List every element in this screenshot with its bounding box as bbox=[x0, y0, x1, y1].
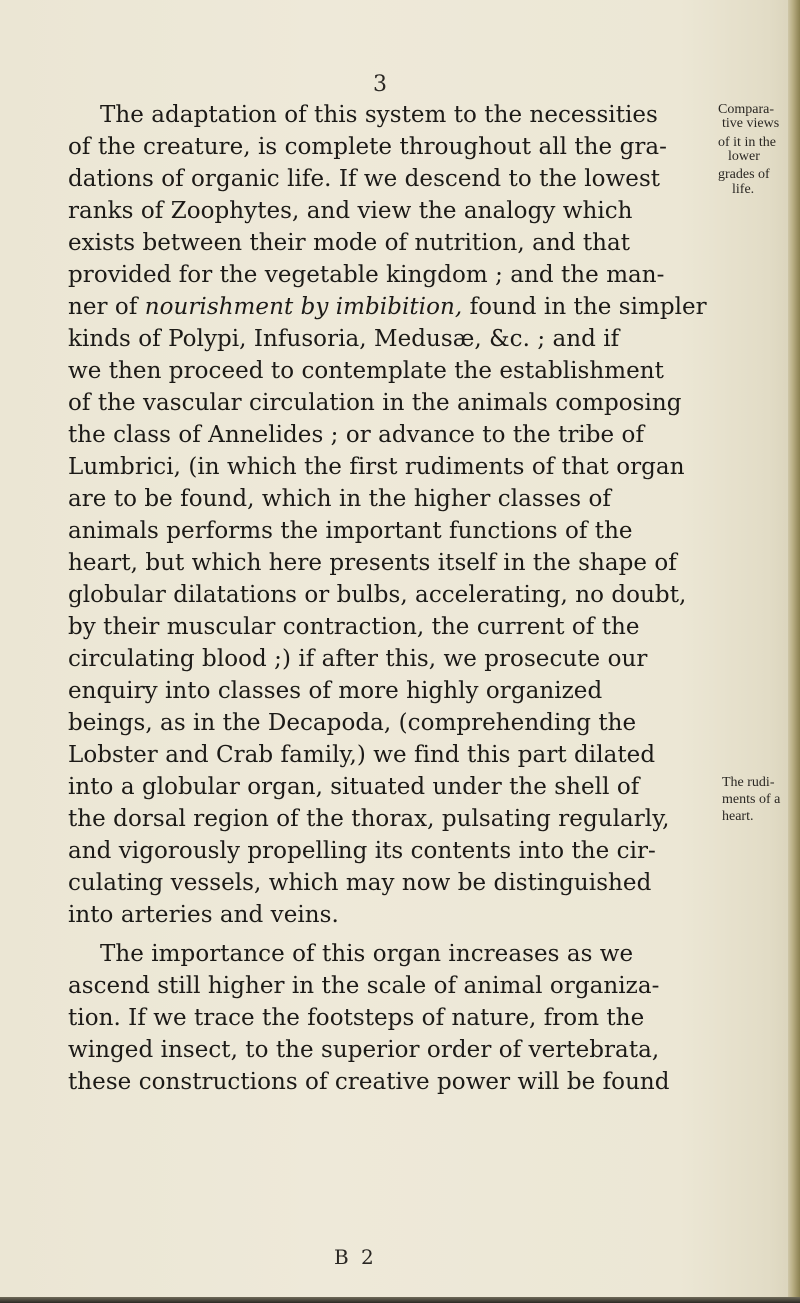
body-line bbox=[0, 971, 800, 1005]
body-line-start: ner of bbox=[68, 294, 138, 320]
body-line bbox=[0, 516, 800, 550]
body-line-text: Lumbrici, (in which the first rudiments of that organ bbox=[68, 454, 685, 480]
sidenote-line: lower bbox=[728, 149, 760, 164]
body-line bbox=[0, 1035, 800, 1069]
page-number: 3 bbox=[373, 72, 387, 97]
body-line-text: winged insect, to the superior order of vertebrata, bbox=[68, 1037, 660, 1063]
body-line-text: of the vascular circulation in the animals composing bbox=[68, 390, 682, 416]
body-line bbox=[0, 644, 800, 678]
body-line bbox=[0, 740, 800, 774]
body-line-text: these constructions of creative power will be found bbox=[68, 1069, 670, 1095]
body-line bbox=[0, 196, 800, 230]
body-line-text: by their muscular contraction, the current of the bbox=[68, 614, 640, 640]
body-line bbox=[0, 228, 800, 262]
body-line-text: the class of Annelides ; or advance to the tribe of bbox=[68, 422, 645, 448]
sidenote-line: heart. bbox=[722, 809, 754, 824]
body-line-text: are to be found, which in the higher classes of bbox=[68, 486, 611, 512]
body-line-text: provided for the vegetable kingdom ; and the man- bbox=[68, 262, 665, 288]
body-line bbox=[0, 612, 800, 646]
body-line bbox=[0, 1003, 800, 1037]
body-line bbox=[0, 836, 800, 870]
body-line-text: The adaptation of this system to the necessities bbox=[100, 102, 658, 128]
body-line-text: into arteries and veins. bbox=[68, 902, 339, 928]
body-line-text: circulating blood ;) if after this, we prosecute our bbox=[68, 646, 648, 672]
body-line-text: animals performs the important functions of the bbox=[68, 518, 633, 544]
body-line bbox=[0, 484, 800, 518]
sidenote-line: of it in the bbox=[718, 135, 776, 150]
body-line-text: enquiry into classes of more highly organized bbox=[68, 678, 603, 704]
body-line bbox=[0, 708, 800, 742]
body-line bbox=[0, 164, 800, 198]
body-line-text: heart, but which here presents itself in the shape of bbox=[68, 550, 677, 576]
body-line bbox=[0, 324, 800, 358]
body-line bbox=[0, 676, 800, 710]
body-line-text: the dorsal region of the thorax, pulsating regularly, bbox=[68, 806, 670, 832]
body-line bbox=[0, 900, 800, 934]
body-line-text: culating vessels, which may now be distinguished bbox=[68, 870, 652, 896]
body-line-text bbox=[68, 292, 707, 322]
body-line-text: of the creature, is complete throughout all the gra- bbox=[68, 134, 667, 160]
body-line bbox=[0, 292, 800, 326]
body-line bbox=[0, 939, 800, 973]
body-line bbox=[0, 100, 800, 134]
body-line-text: The importance of this organ increases as we bbox=[100, 941, 634, 967]
body-line bbox=[0, 804, 800, 838]
body-line-text: beings, as in the Decapoda, (comprehending the bbox=[68, 710, 637, 736]
body-line-text: globular dilatations or bulbs, accelerating, no doubt, bbox=[68, 582, 687, 608]
body-line-text: ascend still higher in the scale of animal organiza- bbox=[68, 973, 660, 999]
sidenote-line: tive views bbox=[722, 116, 780, 131]
body-line bbox=[0, 580, 800, 614]
sidenote-line: grades of bbox=[718, 167, 770, 182]
body-line bbox=[0, 868, 800, 902]
body-line bbox=[0, 772, 800, 806]
body-line-text: ranks of Zoophytes, and view the analogy which bbox=[68, 198, 633, 224]
body-line-text: and vigorously propelling its contents into the cir- bbox=[68, 838, 656, 864]
sidenote-line: The rudi- bbox=[722, 775, 775, 790]
italic-phrase: nourishment by imbibition, bbox=[144, 294, 463, 320]
body-line-text: into a globular organ, situated under the shell of bbox=[68, 774, 640, 800]
body-line bbox=[0, 260, 800, 294]
body-line-text: exists between their mode of nutrition, and that bbox=[68, 230, 631, 256]
body-line-end: found in the simpler bbox=[469, 294, 707, 320]
sidenote-line: Compara- bbox=[718, 102, 774, 117]
body-line bbox=[0, 1067, 800, 1101]
body-line bbox=[0, 452, 800, 486]
body-line bbox=[0, 548, 800, 582]
body-line bbox=[0, 132, 800, 166]
sidenote-line: life. bbox=[732, 182, 755, 197]
body-line-text: dations of organic life. If we descend to the lowest bbox=[68, 166, 661, 192]
body-line-text: tion. If we trace the footsteps of nature, from the bbox=[68, 1005, 645, 1031]
sidenote-line: ments of a bbox=[722, 792, 781, 807]
body-line bbox=[0, 388, 800, 422]
body-line-text: Lobster and Crab family,) we find this part dilated bbox=[68, 742, 656, 768]
body-line bbox=[0, 420, 800, 454]
body-line bbox=[0, 356, 800, 390]
body-line-text: kinds of Polypi, Infusoria, Medusæ, &c. ; and if bbox=[68, 326, 620, 352]
bottom-border bbox=[0, 1297, 800, 1303]
signature-mark: B 2 bbox=[334, 1245, 377, 1269]
body-line-text: we then proceed to contemplate the establishment bbox=[68, 358, 664, 384]
